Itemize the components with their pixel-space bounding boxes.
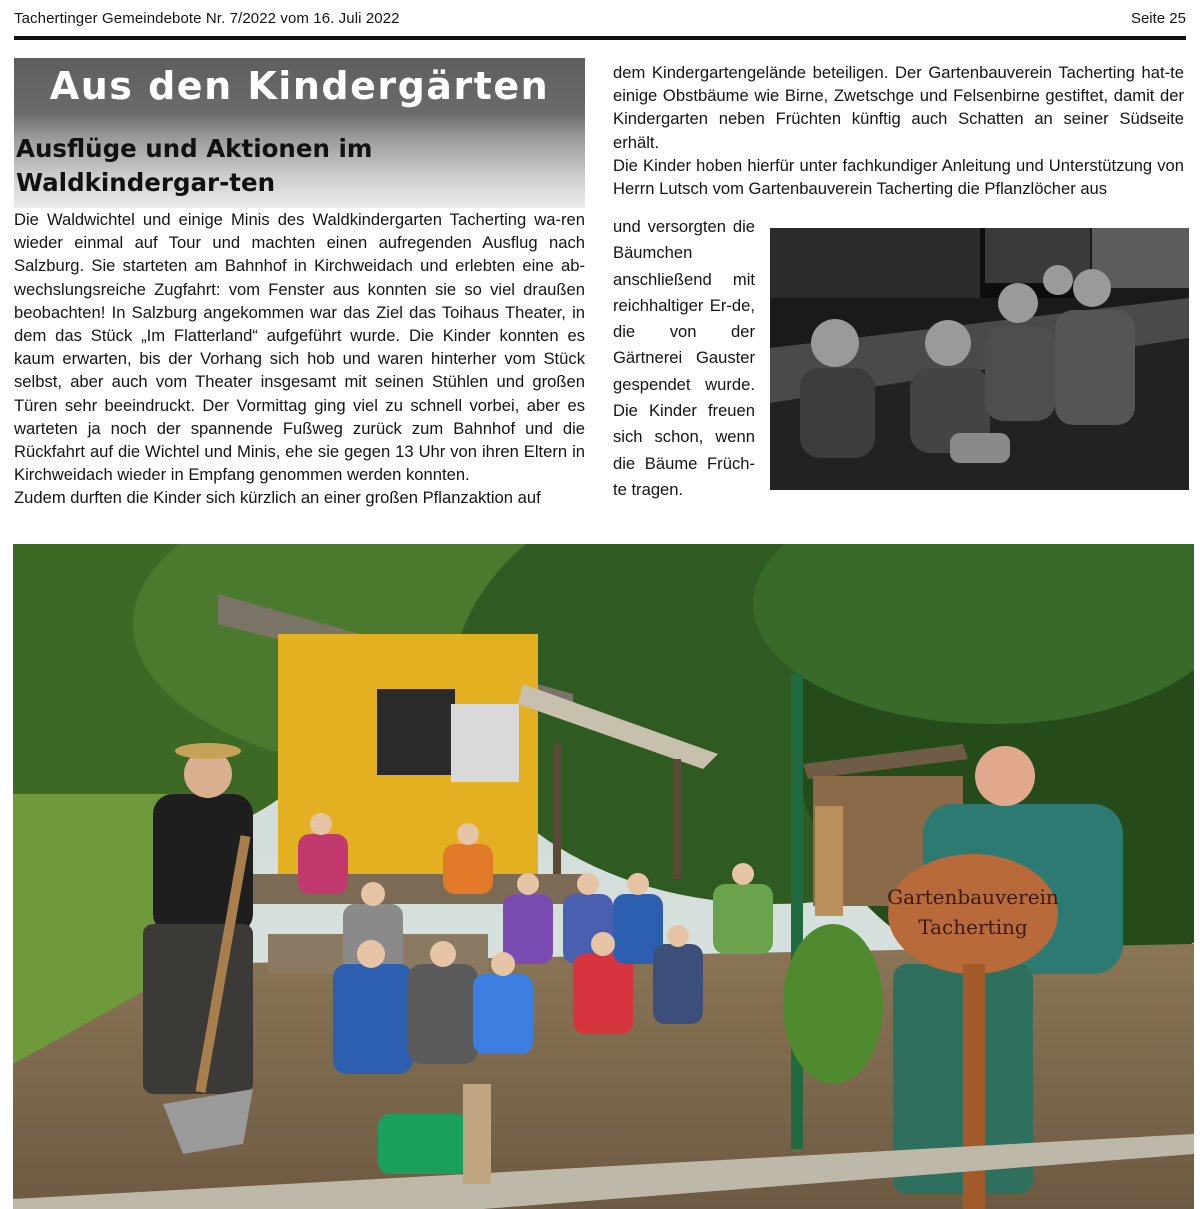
paragraph: Zudem durften die Kinder sich kürzlich an einer großen Pflanzaktion auf (14, 488, 541, 508)
header-divider (14, 36, 1186, 40)
theater-children-photo (770, 228, 1189, 490)
article-narrow-column: und versorgten die Bäumchen anschließend mit reichhaltiger Er-de, die von der Gärtnerei Gauster gespendet wurde. Die Kinder freuen sich schon, wenn die Bäume Früch-te tragen. (613, 217, 755, 499)
garden-group-photo (13, 544, 1194, 1209)
page-header (14, 8, 1186, 38)
publication-info: Tachertinger Gemeindebote Nr. 7/2022 vom 16. Juli 2022 (14, 10, 400, 27)
paragraph: dem Kindergartengelände beteiligen. Der Gartenbauverein Tacherting hat-te einige Obstbäume wie Birne, Zwetschge und Felsenbirne gestiftet, damit der Kindergarten neben Früchten künftig auch Schatten an seiner Südseite erhält. (613, 63, 1184, 152)
article-title: Ausflüge und Aktionen im Waldkindergar-ten (16, 134, 373, 197)
article-right-column (613, 61, 1184, 200)
article-left-column (14, 208, 585, 510)
paragraph: Die Waldwichtel und einige Minis des Waldkindergarten Tacherting wa-ren wieder einmal auf Tour und machten einen aufregenden Ausflug nach Salzburg. Sie starteten am Bahnhof in Kirchweidach und erlebten eine ab-wechslungsreiche Zugfahrt: vom Fenster aus konnten sie so viel draußen beobachten! In Salzburg angekommen war das Ziel das Toihaus Theater, in dem das Stück „Im Flatterland“ aufgeführt wurde. Die Kinder konnten es kaum erwarten, bis der Vorhang sich hob und waren hinterher vom Stück selbst, aber auch vom Theater insgesamt mit seinen Stühlen und großen Türen sehr beeindruckt. Der Vormittag ging viel zu schnell vorbei, aber es warteten ja noch der spannende Fußweg zurück zum Bahnhof und die Rückfahrt auf die Wichtel und Minis, ehe sie gegen 13 Uhr von ihren Eltern in Kirchweidach wieder in Empfang genommen werden konnten. (14, 210, 585, 485)
sign-text: Gartenbauverein (887, 885, 1059, 909)
section-title: Aus den Kindergärten (49, 64, 550, 108)
section-banner (14, 58, 585, 208)
page-number: Seite 25 (1130, 10, 1186, 27)
sign-text: Tacherting (918, 915, 1028, 939)
paragraph: Die Kinder hoben hierfür unter fachkundiger Anleitung und Unterstützung von Herrn Lutsch vom Gartenbauverein Tacherting die Pflanzlöcher aus (613, 155, 1184, 199)
